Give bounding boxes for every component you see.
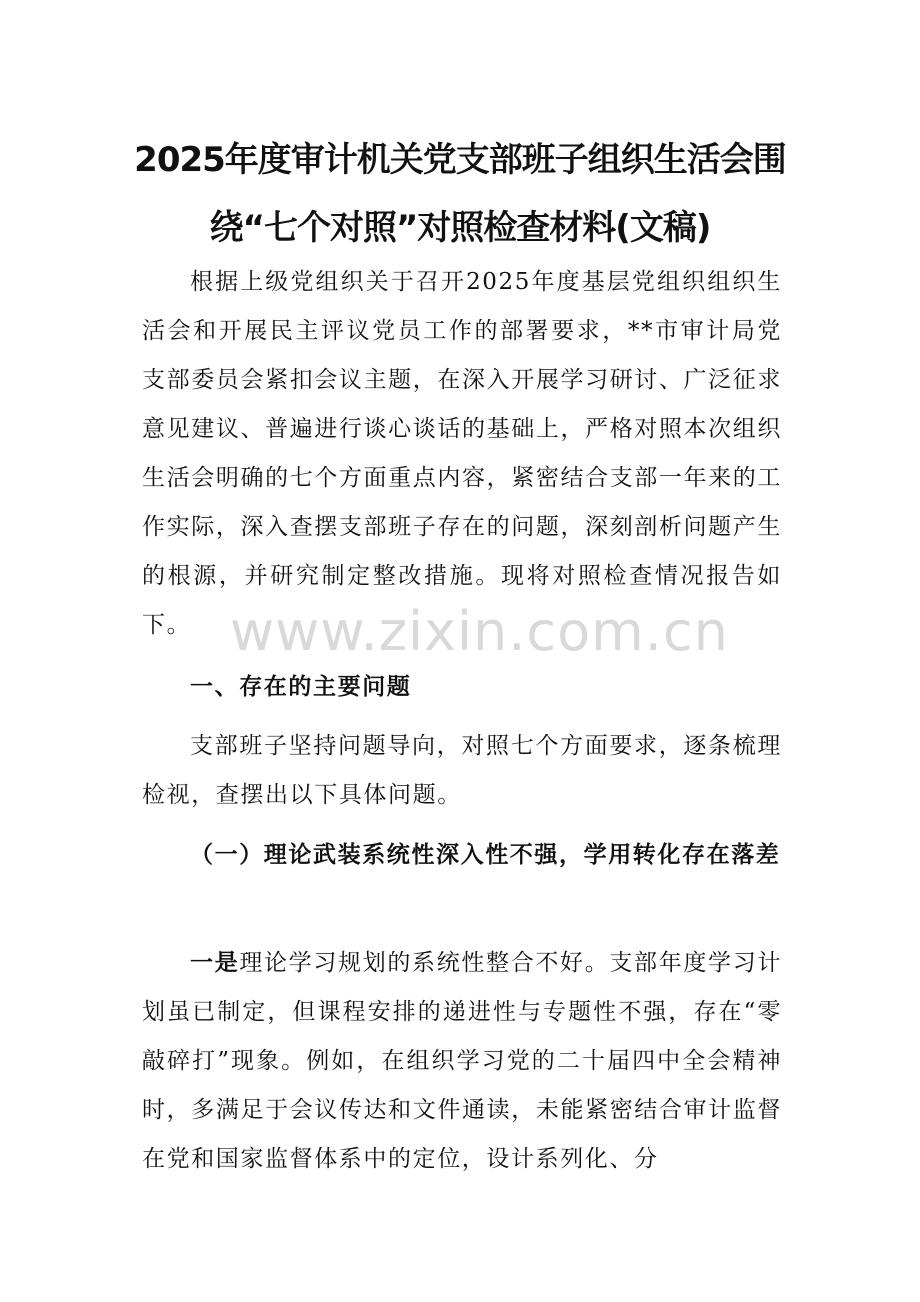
document-title-line-2: 绕“七个对照”对照检查材料(文稿)	[209, 208, 711, 248]
section-intro-paragraph: 支部班子坚持问题导向，对照七个方面要求，逐条梳理检视，查摆出以下具体问题。	[142, 733, 782, 808]
paragraph-body-text: 理论学习规划的系统性整合不好。支部年度学习计划虽已制定，但课程安排的递进性与专题性不强，存在“零敲碎打”现象。例如，在组织学习党的二十届四中全会精神时，多满足于会议传达和文件通读，未能紧密结合审计监督在党和国家监督体系中的定位，设计系列化、分	[142, 950, 782, 1172]
paragraph-lead-label: 一是	[190, 949, 240, 976]
document-title-line-1: 2025年度审计机关党支部班子组织生活会围	[134, 140, 786, 180]
body-paragraph-1	[142, 938, 782, 1184]
intro-paragraph: 根据上级党组织关于召开2025年度基层党组织组织生活会和开展民主评议党员工作的部署要求，**市审计局党支部委员会紧扣会议主题，在深入开展学习研讨、广泛征求意见建议、普遍进行谈心谈话的基础上，严格对照本次组织生活会明确的七个方面重点内容，紧密结合支部一年来的工作实际，深入查摆支部班子存在的问题，深刻剖析问题产生的根源，并研究制定整改措施。现将对照检查情况报告如下。	[142, 269, 782, 638]
subsection-heading-1: （一）理论武装系统性深入性不强，学用转化存在落差	[190, 841, 781, 868]
site-watermark: www.zixin.com.cn	[230, 600, 729, 663]
section-heading-main-problems: 一、存在的主要问题	[190, 673, 412, 700]
